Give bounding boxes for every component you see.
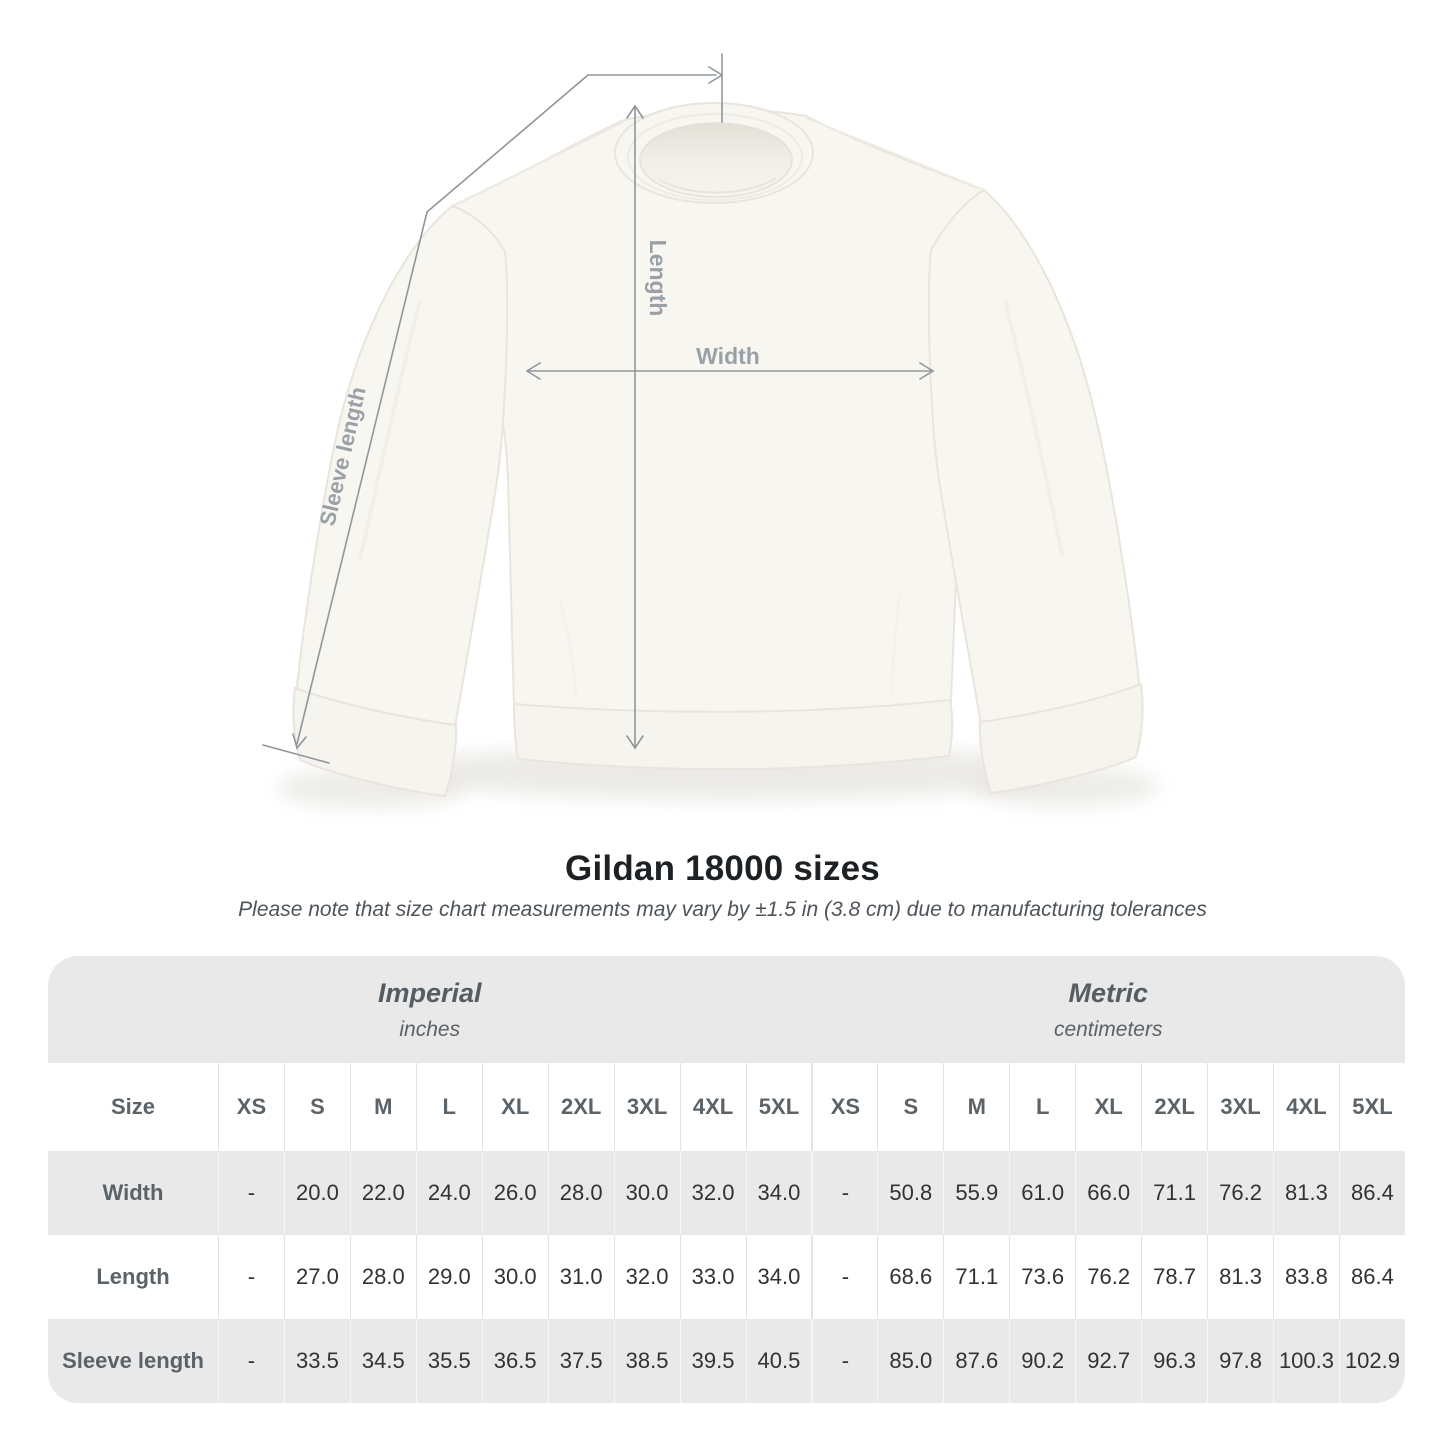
table-cell: 34.0 [746, 1151, 812, 1235]
table-cell: 66.0 [1075, 1151, 1141, 1235]
table-cell: - [218, 1319, 284, 1403]
table-cell: 85.0 [877, 1319, 943, 1403]
size-header: XS [811, 1063, 877, 1151]
table-cell: 73.6 [1009, 1235, 1075, 1319]
table-cell: 81.3 [1273, 1151, 1339, 1235]
table-cell: - [218, 1235, 284, 1319]
metric-label: Metric [1068, 977, 1148, 1008]
size-header: 5XL [746, 1063, 812, 1151]
length-measure-label: Length [645, 239, 671, 317]
size-table [48, 956, 1405, 1403]
table-cell: 90.2 [1009, 1319, 1075, 1403]
table-cell: 55.9 [943, 1151, 1009, 1235]
inches-label: inches [399, 1017, 461, 1041]
page-title: Gildan 18000 sizes [565, 849, 880, 888]
table-cell: 68.6 [877, 1235, 943, 1319]
table-cell: - [811, 1151, 877, 1235]
table-cell: 22.0 [350, 1151, 416, 1235]
table-cell: 86.4 [1339, 1235, 1405, 1319]
table-cell: 27.0 [284, 1235, 350, 1319]
table-cell: - [218, 1151, 284, 1235]
table-cell: 32.0 [614, 1235, 680, 1319]
table-cell: 81.3 [1207, 1235, 1273, 1319]
table-cell: 36.5 [482, 1319, 548, 1403]
sleeve-length-measure-label: Sleeve length [314, 384, 371, 529]
table-cell: 71.1 [1141, 1151, 1207, 1235]
table-cell: 28.0 [548, 1151, 614, 1235]
size-header: 3XL [614, 1063, 680, 1151]
table-cell: 97.8 [1207, 1319, 1273, 1403]
table-cell: 96.3 [1141, 1319, 1207, 1403]
table-cell: 34.5 [350, 1319, 416, 1403]
size-header: 5XL [1339, 1063, 1405, 1151]
width-measure-label: Width [696, 343, 760, 369]
size-header: XL [1075, 1063, 1141, 1151]
size-header-row [48, 1063, 1405, 1151]
table-cell: 83.8 [1273, 1235, 1339, 1319]
tolerance-note: Please note that size chart measurements may vary by ±1.5 in (3.8 cm) due to manufacturing tolerances [238, 898, 1207, 921]
table-cell: 78.7 [1141, 1235, 1207, 1319]
table-cell: 33.0 [680, 1235, 746, 1319]
table-cell: 40.5 [746, 1319, 812, 1403]
table-cell: 33.5 [284, 1319, 350, 1403]
size-header: L [416, 1063, 482, 1151]
size-header: 2XL [1141, 1063, 1207, 1151]
sleeve-length-row [48, 1319, 1405, 1403]
table-cell: 37.5 [548, 1319, 614, 1403]
table-cell: 26.0 [482, 1151, 548, 1235]
size-header: M [350, 1063, 416, 1151]
table-cell: 102.9 [1339, 1319, 1405, 1403]
table-cell: 24.0 [416, 1151, 482, 1235]
table-cell: 35.5 [416, 1319, 482, 1403]
size-header: S [877, 1063, 943, 1151]
table-cell: 38.5 [614, 1319, 680, 1403]
row-label-sleeve-length: Sleeve length [48, 1319, 218, 1403]
imperial-group-header [48, 956, 811, 1063]
table-cell: 76.2 [1207, 1151, 1273, 1235]
width-row [48, 1151, 1405, 1235]
row-label-length: Length [48, 1235, 218, 1319]
table-cell: 30.0 [614, 1151, 680, 1235]
table-cell: 61.0 [1009, 1151, 1075, 1235]
table-cell: 34.0 [746, 1235, 812, 1319]
size-header: S [284, 1063, 350, 1151]
table-cell: 39.5 [680, 1319, 746, 1403]
table-cell: 31.0 [548, 1235, 614, 1319]
table-cell: 20.0 [284, 1151, 350, 1235]
size-header: M [943, 1063, 1009, 1151]
size-header: 4XL [1273, 1063, 1339, 1151]
table-cell: 32.0 [680, 1151, 746, 1235]
table-cell: 100.3 [1273, 1319, 1339, 1403]
collar [615, 103, 813, 203]
table-cell: 50.8 [877, 1151, 943, 1235]
table-cell: 87.6 [943, 1319, 1009, 1403]
table-cell: 86.4 [1339, 1151, 1405, 1235]
imperial-label: Imperial [377, 977, 482, 1008]
size-header: 2XL [548, 1063, 614, 1151]
size-header: 4XL [680, 1063, 746, 1151]
table-cell: 28.0 [350, 1235, 416, 1319]
centimeters-label: centimeters [1053, 1017, 1163, 1041]
size-header: 3XL [1207, 1063, 1273, 1151]
size-header: L [1009, 1063, 1075, 1151]
table-cell: 76.2 [1075, 1235, 1141, 1319]
unit-header-row [48, 956, 1405, 1063]
metric-group-header [811, 956, 1405, 1063]
table-cell: 30.0 [482, 1235, 548, 1319]
table-cell: 71.1 [943, 1235, 1009, 1319]
size-header: XL [482, 1063, 548, 1151]
length-row [48, 1235, 1405, 1319]
table-cell: - [811, 1235, 877, 1319]
row-label-width: Width [48, 1151, 218, 1235]
size-header: XS [218, 1063, 284, 1151]
table-cell: - [811, 1319, 877, 1403]
size-column-header: Size [48, 1063, 218, 1151]
table-cell: 92.7 [1075, 1319, 1141, 1403]
table-cell: 29.0 [416, 1235, 482, 1319]
